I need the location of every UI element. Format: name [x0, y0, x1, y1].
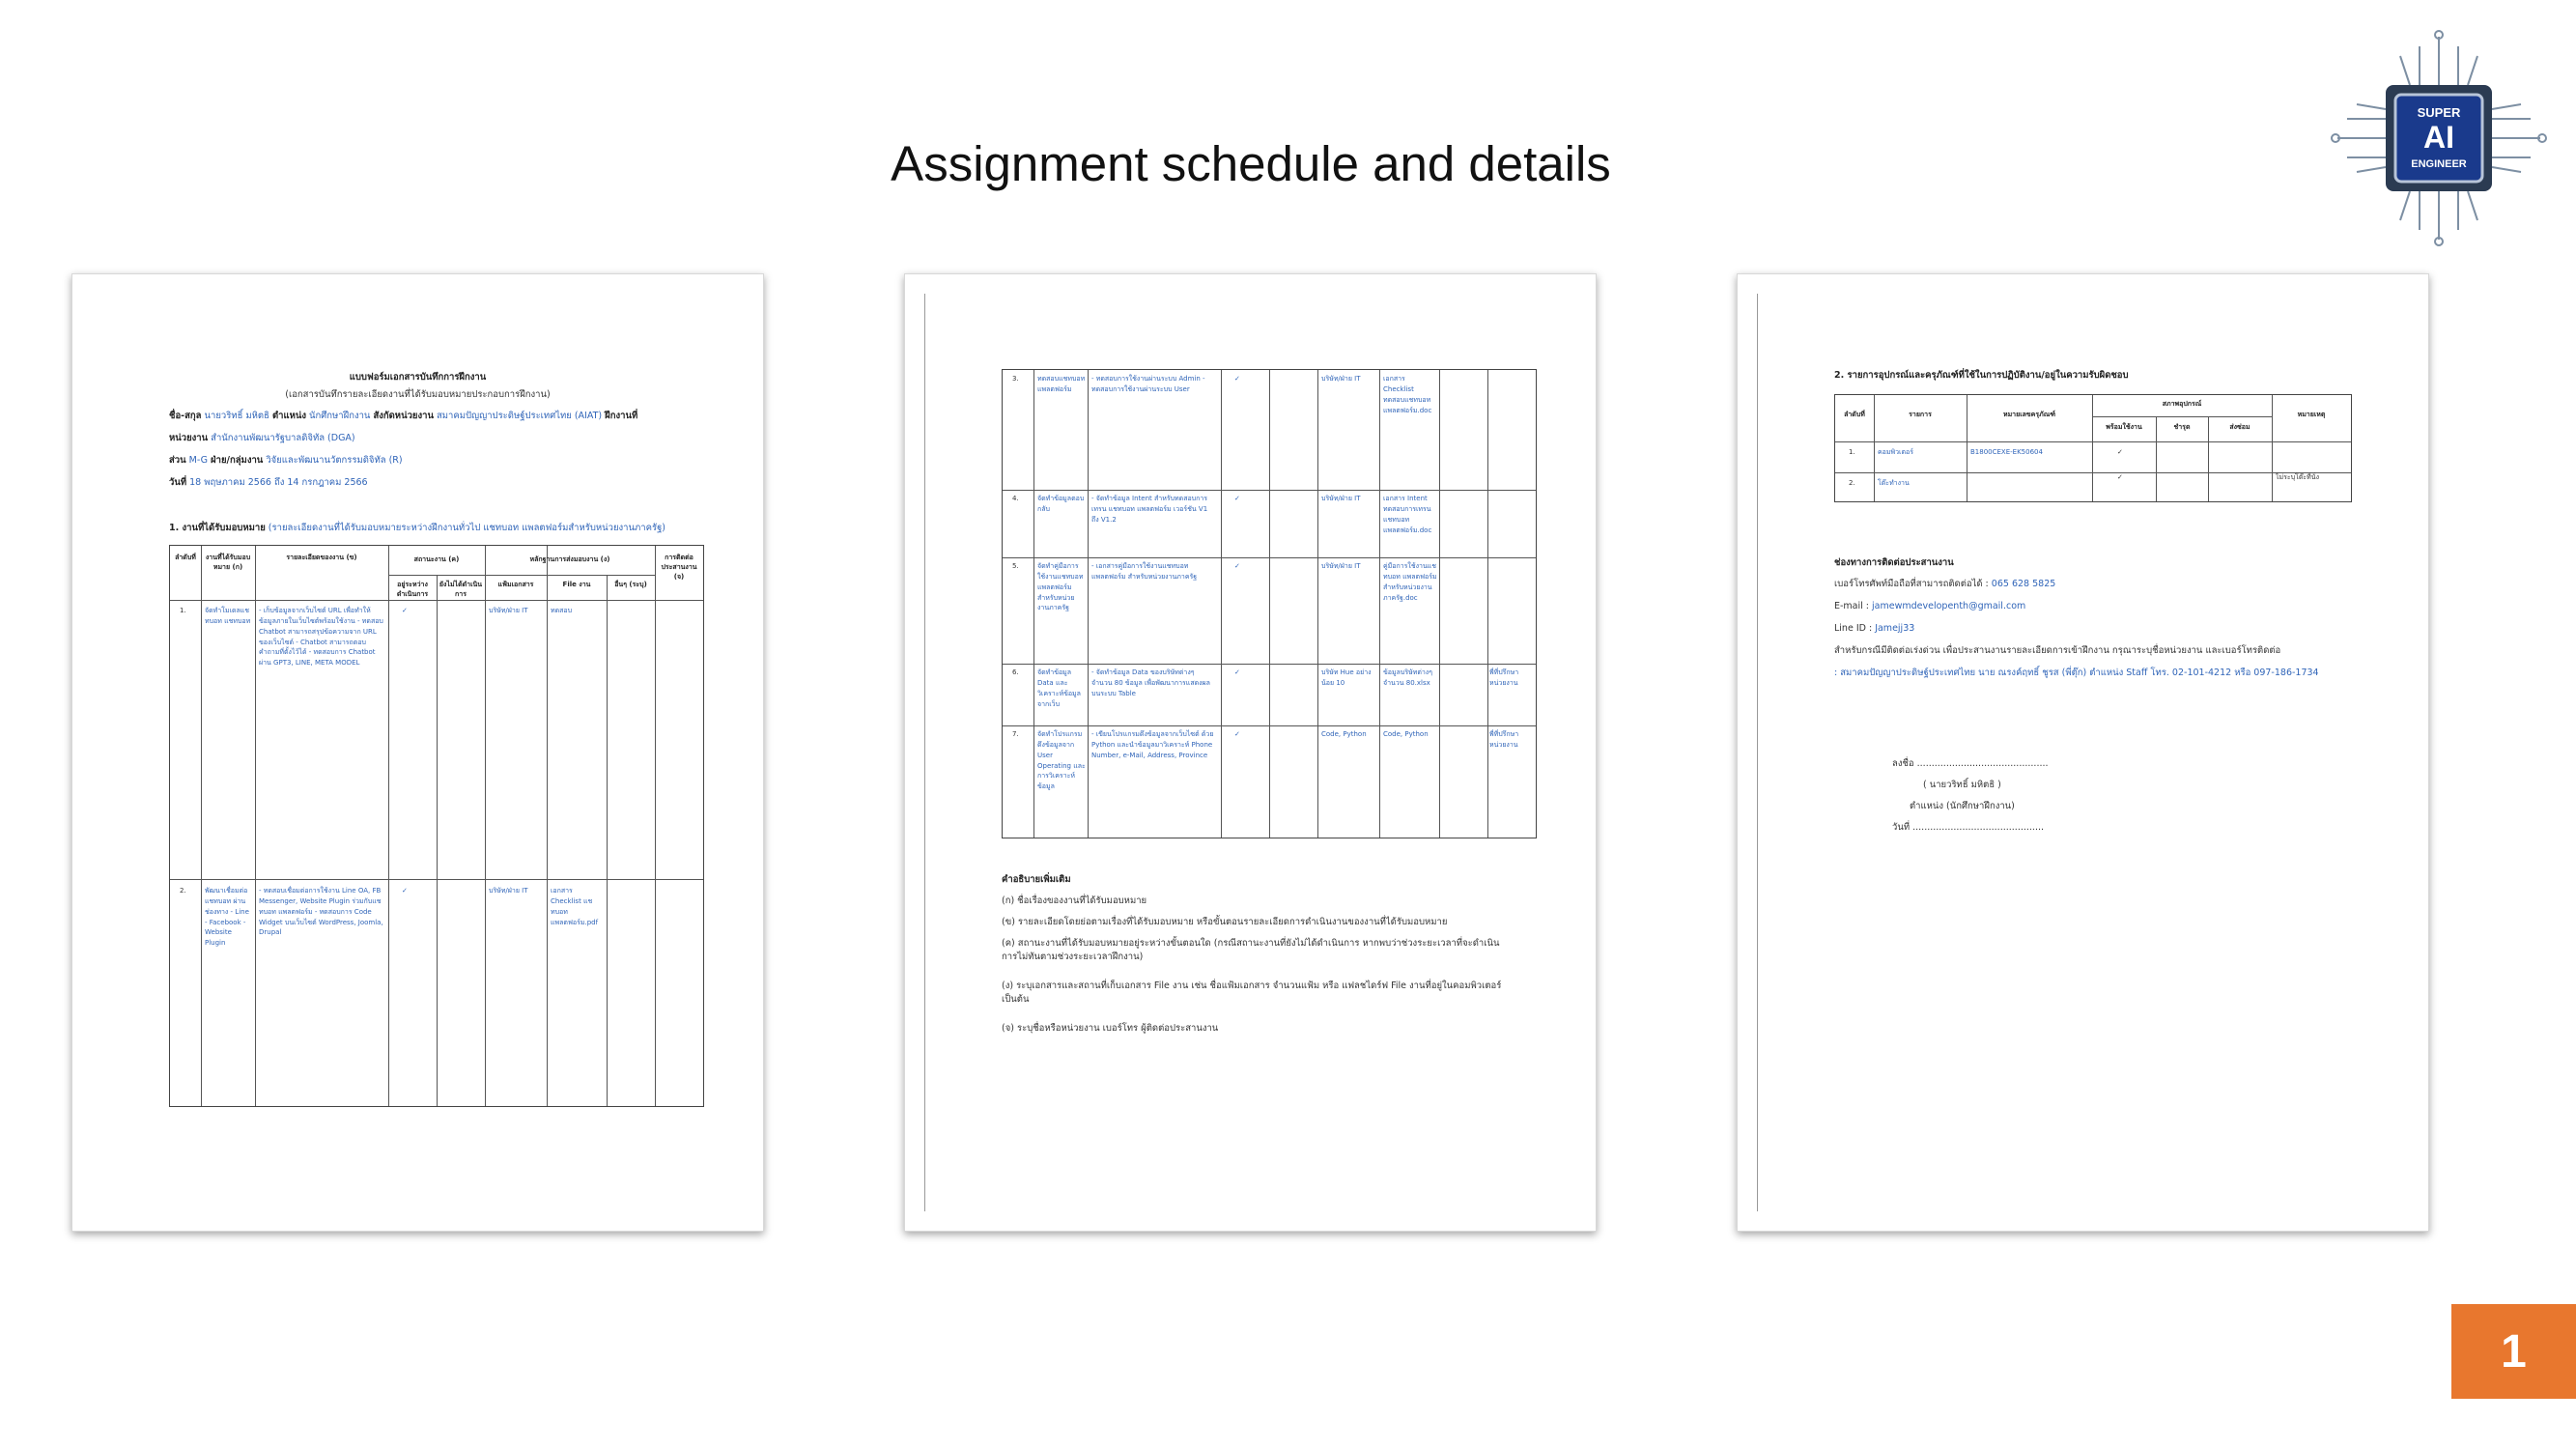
- urgent-value: : สมาคมปัญญาประดิษฐ์ประเทศไทย นาย ณรงค์ฤทธิ์ ชูรส (พี่ตุ๊ก) ตำแหน่ง Staff โทร. 02-101-4212 หรือ 097-186-1734: [1834, 668, 2319, 678]
- row3-detail: - ทดสอบการใช้งานผ่านระบบ Admin - ทดสอบการใช้งานผ่านระบบ User: [1091, 375, 1205, 393]
- row7-no: 7.: [1012, 730, 1019, 738]
- row7-task: จัดทำโปรแกรมดึงข้อมูลจาก User Operating และ การวิเคราะห์ข้อมูล: [1037, 730, 1086, 791]
- logo-line3: ENGINEER: [2411, 158, 2467, 170]
- th-task: งานที่ได้รับมอบหมาย (ก): [205, 554, 251, 571]
- name-value: นายวริทธิ์ มหิตธิ: [204, 411, 269, 421]
- note-c: (ค) สถานะงานที่ได้รับมอบหมายอยู่ระหว่างขั้นตอนใด (กรณีสถานะงานที่ยังไม่ได้ดำเนินการ หากพบว่าช่วงระยะเวลาที่จะดำเนินการไม่ทันตามช่วงระยะเวลาฝึกงาน): [1002, 938, 1500, 962]
- th-status: สถานะงาน (ค): [413, 555, 460, 563]
- unit-label: หน่วยงาน: [169, 433, 209, 443]
- position-label: ตำแหน่ง: [271, 411, 306, 421]
- row6-task: จัดทำข้อมูล Data และวิเคราะห์ข้อมูลจากเว็บ: [1037, 668, 1081, 708]
- note-a: (ก) ชื่อเรื่องของงานที่ได้รับมอบหมาย: [1002, 895, 1147, 906]
- unit-value: สำนักงานพัฒนารัฐบาลดิจิทัล (DGA): [211, 433, 355, 443]
- row2-mark: ✓: [402, 887, 408, 895]
- row5-task: จัดทำคู่มือการใช้งานแชทบอท แพลตฟอร์ม สำหรับหน่วยงานภาครัฐ: [1037, 562, 1084, 612]
- eq-row1-item: คอมพิวเตอร์: [1878, 448, 1913, 456]
- sign-name: ( นายวริทธิ์ มหิตธิ ): [1923, 780, 2001, 790]
- section1-title: 1. งานที่ได้รับมอบหมาย: [169, 523, 266, 533]
- date-value: 18 พฤษภาคม 2566 ถึง 14 กรกฎาคม 2566: [189, 477, 368, 488]
- eq-th-ready: พร้อมใช้งาน: [2106, 423, 2142, 431]
- intern-label: ฝึกงานที่: [605, 411, 638, 421]
- row7-contact: พี่ที่ปรึกษาหน่วยงาน: [1489, 730, 1519, 749]
- row2-no: 2.: [180, 887, 186, 895]
- notes-title: คำอธิบายเพิ่มเติม: [1002, 874, 1071, 885]
- th-contact: การติดต่อประสานงาน (จ): [661, 554, 697, 581]
- row3-mark: ✓: [1234, 375, 1240, 383]
- eq-th-repair: ส่งซ่อม: [2229, 423, 2250, 431]
- row3-file: เอกสาร Checklist ทดสอบแชทบอท แพลตฟอร์ม.doc: [1383, 375, 1432, 414]
- th-evidence-folder: แฟ้มเอกสาร: [497, 581, 534, 588]
- eq-row1-asset: B1800CEXE-EK50604: [1970, 448, 2043, 456]
- line-label: Line ID :: [1834, 623, 1873, 634]
- row6-mark: ✓: [1234, 668, 1240, 676]
- eq-row1-no: 1.: [1849, 448, 1855, 456]
- row4-task: จัดทำข้อมูลตอบกลับ: [1037, 495, 1085, 513]
- doc-subtitle: (เอกสารบันทึกรายละเอียดงานที่ได้รับมอบหมายประกอบการฝึกงาน): [285, 389, 551, 400]
- position-value: นักศึกษาฝึกงาน: [309, 411, 371, 421]
- row2-folder: บริษัท/ฝ่าย IT: [489, 887, 528, 895]
- email-label: E-mail :: [1834, 601, 1870, 611]
- document-page-3: [1737, 273, 2429, 1232]
- th-no: ลำดับที่: [175, 554, 196, 561]
- row2-task: พัฒนาเชื่อมต่อแชทบอท ผ่านช่องทาง - Line - Facebook - Website Plugin: [205, 887, 249, 948]
- row7-folder: Code, Python: [1321, 730, 1367, 738]
- note-b: (ข) รายละเอียดโดยย่อตามเรื่องที่ได้รับมอบหมาย หรือขั้นตอนรายละเอียดการดำเนินงานของงานที่ได้รับมอบหมาย: [1002, 917, 1448, 927]
- row1-task: จัดทำโมเดลแชทบอท แชทบอท: [205, 607, 251, 625]
- eq-th-broken: ชำรุด: [2173, 423, 2191, 431]
- row6-detail: - จัดทำข้อมูล Data ของบริษัทต่างๆ จำนวน 80 ข้อมูล เพื่อพัฒนาการแสดงผลบนระบบ Table: [1091, 668, 1210, 697]
- row5-no: 5.: [1012, 562, 1019, 570]
- row1-no: 1.: [180, 607, 186, 614]
- row6-file: ข้อมูลบริษัทต่างๆ จำนวน 80.xlsx: [1383, 668, 1432, 687]
- line-value: Jamejj33: [1875, 623, 1915, 634]
- th-evidence-file: File งาน: [562, 581, 591, 588]
- th-evidence-other: อื่นๆ (ระบุ): [614, 581, 647, 588]
- row3-folder: บริษัท/ฝ่าย IT: [1321, 375, 1361, 383]
- logo-line2: AI: [2423, 120, 2454, 155]
- task-table-1: [169, 545, 704, 1107]
- document-page-2: [904, 273, 1597, 1232]
- doc-title: แบบฟอร์มเอกสารบันทึกการฝึกงาน: [349, 372, 487, 383]
- eq-th-condition: สภาพอุปกรณ์: [2162, 400, 2202, 408]
- row1-mark: ✓: [402, 607, 408, 614]
- row7-file: Code, Python: [1383, 730, 1429, 738]
- slide-title: Assignment schedule and details: [891, 136, 1611, 191]
- row5-file: คู่มือการใช้งานแชทบอท แพลตฟอร์ม สำหรับหน่วยงานภาครัฐ.doc: [1383, 562, 1437, 602]
- row4-no: 4.: [1012, 495, 1019, 502]
- row1-file: ทดสอบ: [551, 607, 573, 614]
- th-status-in-progress: อยู่ระหว่างดำเนินการ: [396, 581, 429, 598]
- org-value: สมาคมปัญญาประดิษฐ์ประเทศไทย (AIAT): [436, 411, 603, 421]
- urgent-note: สำหรับกรณีมีติดต่อเร่งด่วน เพื่อประสานงานรายละเอียดการเข้าฝึกงาน กรุณาระบุชื่อหน่วยงาน และเบอร์โทรติดต่อ: [1834, 645, 2281, 656]
- row2-file: เอกสาร Checklist แชทบอท แพลตฟอร์ม.pdf: [551, 887, 599, 926]
- equipment-table: [1834, 394, 2352, 502]
- row5-detail: - เอกสารคู่มือการใช้งานแชทบอท แพลตฟอร์ม สำหรับหน่วยงานภาครัฐ: [1091, 562, 1198, 581]
- th-evidence: หลักฐานการส่งมอบงาน (ง): [529, 555, 610, 563]
- sign-date: วันที่ .............................................: [1892, 822, 2045, 833]
- eq-th-asset: หมายเลขครุภัณฑ์: [2002, 411, 2056, 418]
- org-label: สังกัดหน่วยงาน: [373, 411, 434, 421]
- row7-detail: - เขียนโปรแกรมดึงข้อมูลจากเว็บไซต์ ด้วย Python และนำข้อมูลมาวิเคราะห์ Phone Number, e-Mail, Address, Province: [1091, 730, 1214, 759]
- row4-folder: บริษัท/ฝ่าย IT: [1321, 495, 1361, 502]
- row3-no: 3.: [1012, 375, 1019, 383]
- sign-line: ลงชื่อ .............................................: [1892, 758, 2049, 769]
- contact-title: ช่องทางการติดต่อประสานงาน: [1834, 557, 1954, 568]
- sign-position: ตำแหน่ง (นักศึกษาฝึกงาน): [1910, 801, 2015, 811]
- note-d: (ง) ระบุเอกสารและสถานที่เก็บเอกสาร File งาน เช่น ชื่อแฟ้มเอกสาร จำนวนแฟ้ม หรือ แฟลชไดร์ฟ File งานที่อยู่ในคอมพิวเตอร์ เป็นต้น: [1002, 980, 1502, 1005]
- phone-value: 065 628 5825: [1991, 579, 2056, 589]
- dept-value: วิจัยและพัฒนานวัตกรรมดิจิทัล (R): [266, 455, 403, 466]
- row5-mark: ✓: [1234, 562, 1240, 570]
- eq-row2-no: 2.: [1849, 479, 1855, 487]
- eq-row1-ready: ✓: [2117, 448, 2123, 456]
- eq-th-note: หมายเหตุ: [2297, 411, 2326, 418]
- row3-task: ทดสอบแชทบอทแพลตฟอร์ม: [1037, 375, 1086, 393]
- row5-folder: บริษัท/ฝ่าย IT: [1321, 562, 1361, 570]
- row6-contact: พี่ที่ปรึกษาหน่วยงาน: [1489, 668, 1519, 687]
- row6-no: 6.: [1012, 668, 1019, 676]
- task-table-2: [1002, 369, 1537, 838]
- phone-label: เบอร์โทรศัพท์มือถือที่สามารถติดต่อได้ :: [1834, 579, 1989, 589]
- eq-th-item: รายการ: [1909, 411, 1932, 418]
- eq-th-no: ลำดับที่: [1844, 411, 1865, 418]
- section1-note: (รายละเอียดงานที่ได้รับมอบหมายระหว่างฝึกงานทั่วไป แชทบอท แพลตฟอร์มสำหรับหน่วยงานภาครัฐ): [268, 523, 666, 533]
- note-e: (จ) ระบุชื่อหรือหน่วยงาน เบอร์โทร ผู้ติดต่อประสานงาน: [1002, 1023, 1219, 1034]
- row4-mark: ✓: [1234, 495, 1240, 502]
- row2-detail: - ทดสอบเชื่อมต่อการใช้งาน Line OA, FB Messenger, Website Plugin ร่วมกับแชทบอท แพลตฟอร์ม - ทดสอบการ Code Widget บนเว็บไซต์ WordPress, Joomla, Drupal: [259, 887, 383, 937]
- super-ai-engineer-logo: [2328, 27, 2550, 249]
- th-detail: รายละเอียดของงาน (ข): [286, 554, 357, 561]
- name-label: ชื่อ-สกุล: [169, 411, 202, 421]
- row7-mark: ✓: [1234, 730, 1240, 738]
- date-label: วันที่: [169, 477, 187, 488]
- row1-folder: บริษัท/ฝ่าย IT: [489, 607, 528, 614]
- slide-number: 1: [2451, 1304, 2576, 1399]
- eq-row2-item: โต๊ะทำงาน: [1878, 479, 1910, 487]
- row1-detail: - เก็บข้อมูลจากเว็บไซต์ URL เพื่อทำให้ข้อมูลภายในเว็บไซต์พร้อมใช้งาน - ทดสอบ Chatbot สามารถสรุปข้อความจาก URL ของเว็บไซต์ - Chatbot สามารถตอบคำถามที่ตั้งไว้ได้ - ทดสอบการ Chatbot ผ่าน GPT3, LINE, META MODEL: [259, 607, 383, 668]
- th-status-not-started: ยังไม่ได้ดำเนินการ: [439, 581, 483, 598]
- section2-title: 2. รายการอุปกรณ์และครุภัณฑ์ที่ใช้ในการปฏิบัติงาน/อยู่ในความรับผิดชอบ: [1834, 370, 2129, 381]
- dept-label: ฝ่าย/กลุ่มงาน: [211, 455, 264, 466]
- row4-file: เอกสาร Intent ทดสอบการเทรน แชทบอท แพลตฟอร์ม.doc: [1383, 495, 1432, 534]
- section-label: ส่วน: [169, 455, 186, 466]
- eq-row2-ready: ✓: [2117, 473, 2123, 481]
- email-value: jamewmdevelopenth@gmail.com: [1872, 601, 2026, 611]
- document-page-1: [71, 273, 764, 1232]
- row4-detail: - จัดทำข้อมูล Intent สำหรับทดสอบการเทรน แชทบอท แพลตฟอร์ม เวอร์ชัน V1 ถึง V1.2: [1091, 495, 1208, 524]
- row6-folder: บริษัท Hue อย่างน้อย 10: [1321, 668, 1372, 687]
- eq-row2-note: ไม่ระบุโต๊ะที่นั่ง: [2276, 473, 2319, 481]
- logo-line1: SUPER: [2417, 105, 2461, 120]
- section-value: M-G: [188, 455, 209, 466]
